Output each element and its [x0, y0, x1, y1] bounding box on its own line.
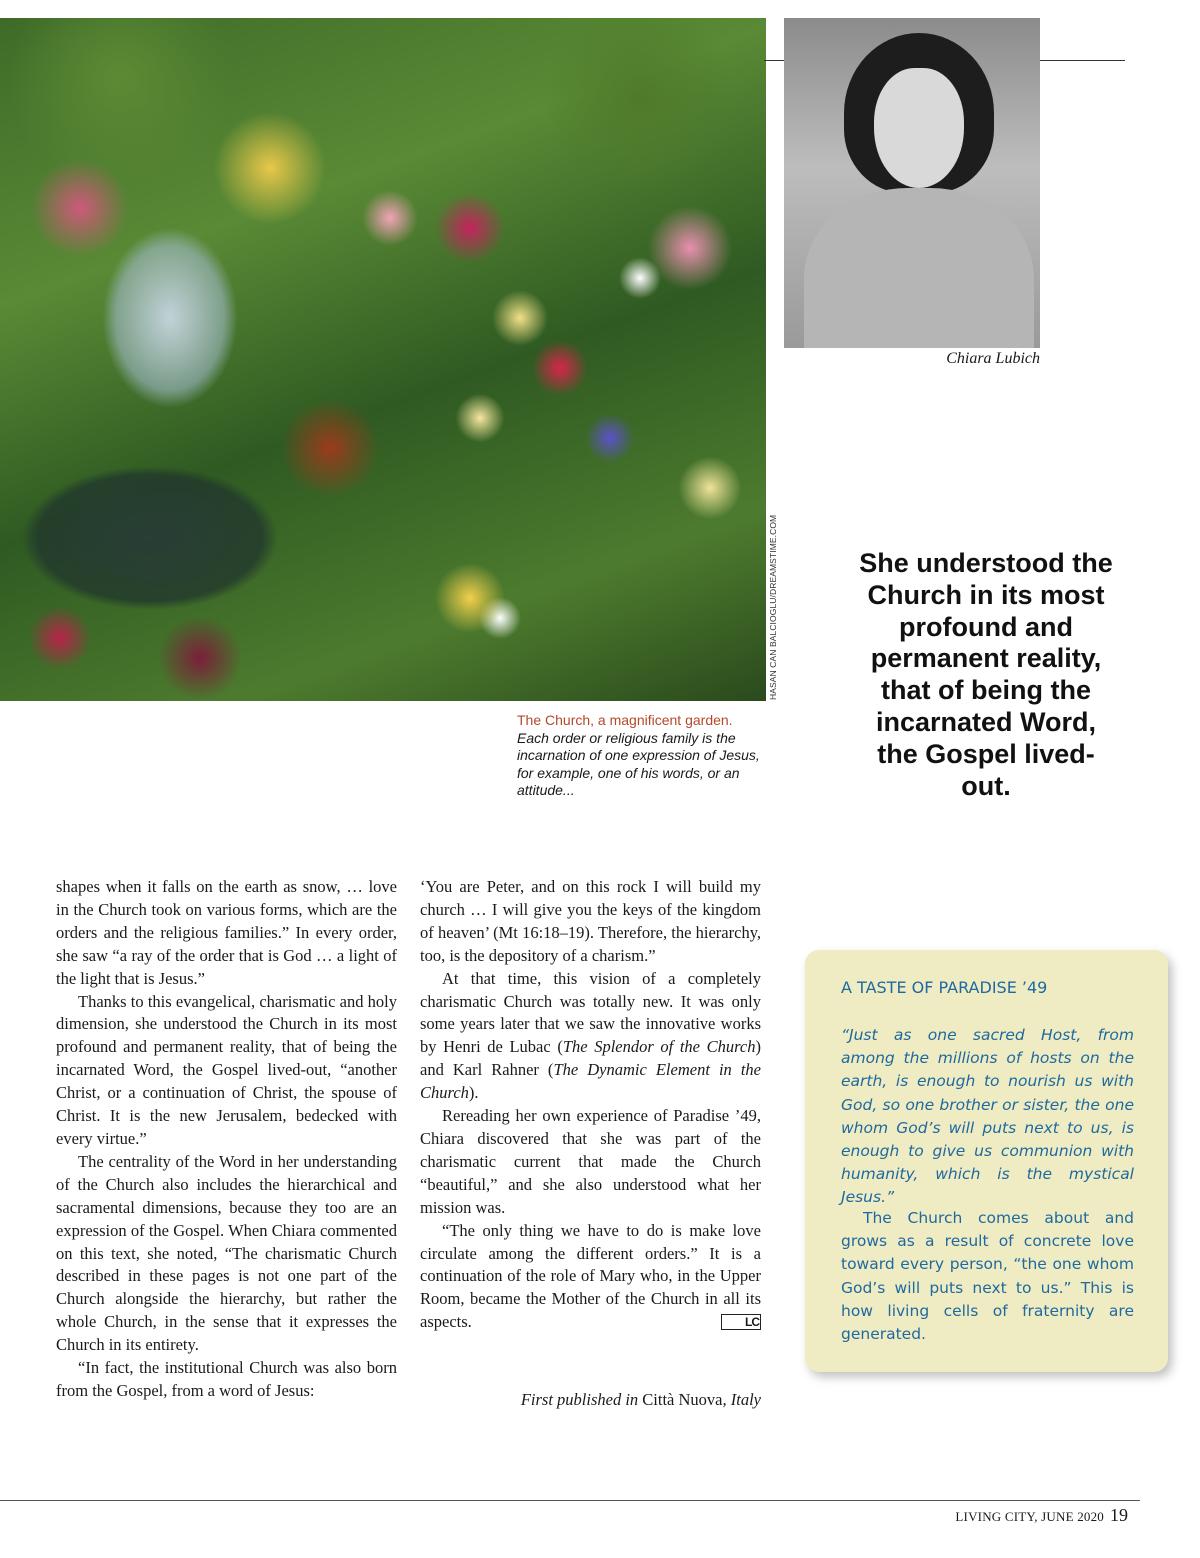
- paragraph: “The only thing we have to do is make love circulate among the different orders.” It is a continuation of the role of Mary who, in the Upper Room, became the Mother of the Church in all its aspects. LC: [420, 1220, 761, 1332]
- pull-quote: She understood the Church in its most profound and permanent reality, that of being the incarnated Word, the Gospel lived-out.: [859, 548, 1113, 801]
- garden-photo: [0, 18, 766, 701]
- page-number: 19: [1110, 1505, 1128, 1525]
- portrait-photo: [784, 18, 1040, 348]
- caption-body: Each order or religious family is the incarnation of one expression of Jesus, for example, one of his words, or an attitude...: [517, 729, 760, 798]
- paragraph: Thanks to this evangelical, charismatic and holy dimension, she understood the Church in its most profound and permanent reality, that of being the incarnated Word, the Gospel lived-out, “another Christ, or a continuation of Christ, the spouse of Christ. It is the new Jerusalem, bedecked with every virtue.”: [56, 991, 397, 1148]
- portrait-rule-right: [1040, 60, 1125, 61]
- paragraph: shapes when it falls on the earth as snow, … love in the Church took on various forms, which are the orders and the religious families.” In every order, she saw “a ray of the order that is God … a light of the light that is Jesus.”: [56, 877, 397, 988]
- sidebar-quote: “Just as one sacred Host, from among the millions of hosts on the earth, is enough to nourish us with God, so one brother or sister, the one whom God’s will puts next to us, is enough to give us communion with humanity, which is the mystical Jesus.”: [841, 1026, 1134, 1207]
- work-title: The Splendor of the Church: [562, 1037, 756, 1057]
- paragraph: At that time, this vision of a completely charismatic Church was totally new. It was only some years later that we saw the innovative works by Henri de Lubac (The Splendor of the Church) and Karl Rahner (The Dynamic Element in the Church).: [420, 968, 761, 1103]
- paragraph: ‘You are Peter, and on this rock I will build my church … I will give you the keys of the kingdom of heaven’ (Mt 16:18–19). Therefore, the hierarchy, too, is the depository of a charism.”: [420, 877, 761, 965]
- end-mark-logo: LC: [721, 1314, 761, 1330]
- footer-publication: LIVING CITY, JUNE 2020: [955, 1509, 1104, 1524]
- work-title: The Dynamic Element in the Church: [420, 1060, 761, 1103]
- footer: [880, 1505, 1128, 1526]
- portrait-rule-left: [764, 60, 784, 61]
- body-column-right: [420, 876, 761, 1334]
- caption-title: The Church, a magnificent garden.: [517, 712, 733, 728]
- first-published-note: First published in Città Nuova, Italy: [520, 1390, 761, 1409]
- portrait-caption: Chiara Lubich: [946, 350, 1040, 367]
- paragraph: “In fact, the institutional Church was also born from the Gospel, from a word of Jesus:: [56, 1358, 397, 1400]
- paragraph: Rereading her own experience of Paradise ’49, Chiara discovered that she was part of the charismatic current that made the Church “beautiful,” and she also understood what her mission was.: [420, 1106, 761, 1217]
- photo-credit: HASAN CAN BALCIOGLU/DREAMSTIME.COM: [768, 514, 778, 700]
- sidebar-title: A TASTE OF PARADISE ’49: [841, 978, 1048, 997]
- body-column-left: [56, 876, 397, 1403]
- sidebar-body: The Church comes about and grows as a result of concrete love toward every person, “the one whom God’s will puts next to us.” This is how living cells of fraternity are generated.: [841, 1209, 1134, 1344]
- footer-rule: [0, 1500, 1140, 1501]
- garden-caption: [517, 712, 767, 800]
- sidebar-box: [805, 950, 1168, 1372]
- paragraph: The centrality of the Word in her understanding of the Church also includes the hierarchical and sacramental dimensions, because they too are an expression of the Gospel. When Chiara commented on this text, she noted, “The charismatic Church described in these pages is not one part of the Church alongside the hierarchy, but rather the whole Church, in the sense that it expresses the Church in its entirety.: [56, 1151, 397, 1355]
